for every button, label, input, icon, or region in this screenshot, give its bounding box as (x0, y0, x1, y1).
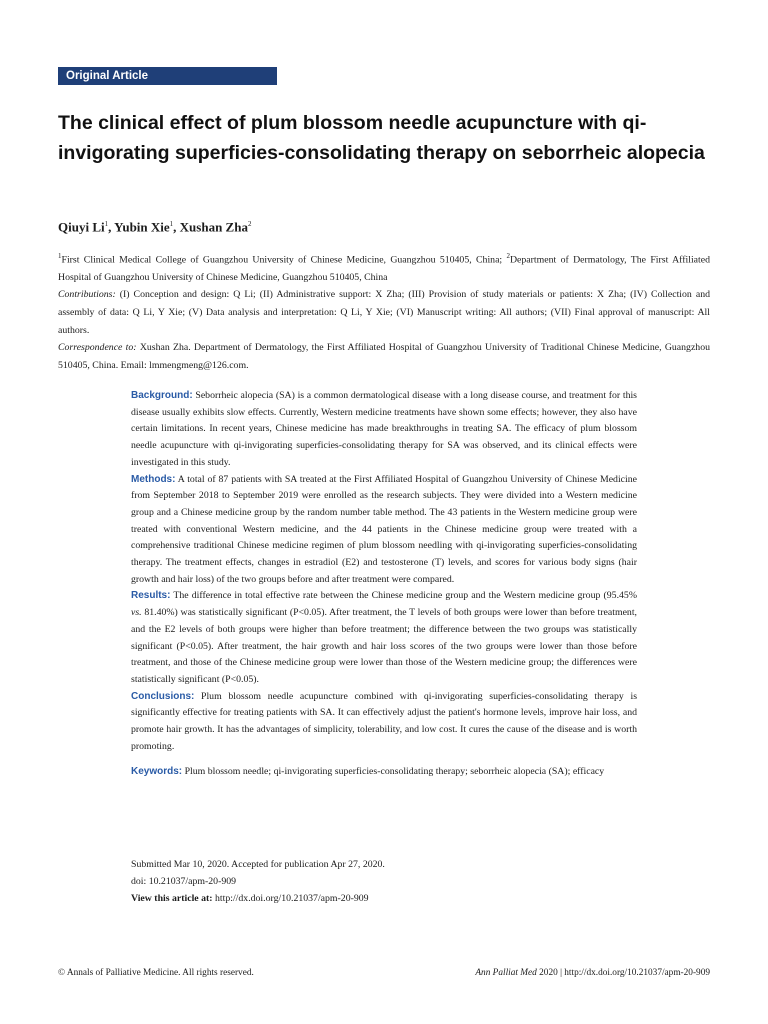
author-affiliation-mark: 1 (104, 220, 109, 228)
submission-dates: Submitted Mar 10, 2020. Accepted for publication Apr 27, 2020. (131, 859, 385, 870)
article-type-badge: Original Article (58, 67, 277, 85)
results-heading: Results: (131, 590, 171, 602)
author-affiliation-mark: 1 (169, 220, 174, 228)
copyright: © Annals of Palliative Medicine. All rights reserved. (58, 968, 254, 978)
article-title: The clinical effect of plum blossom needle acupuncture with qi-invigorating superficies-consolidating therapy on seborrheic alopecia (58, 112, 705, 164)
author-affiliation-mark: 2 (247, 220, 252, 228)
keywords-heading: Keywords: (131, 766, 183, 778)
affiliations: $^1$First Clinical Medical College of Guangzhou University of Chinese Medicine, Guangzhou 510405, China; $^2$Department of Dermatology, The First Affiliated Hospital of Guangzhou University of Chinese Medicine, Guangzhou 510405, China (58, 252, 710, 283)
correspondence-label: Correspondence to: (58, 342, 137, 354)
contributions-label: Contributions: (58, 289, 116, 301)
doi: doi: 10.21037/apm-20-909 (131, 876, 237, 887)
journal-name: Ann Palliat Med (475, 968, 537, 978)
keywords: Keywords: Plum blossom needle; qi-invigorating superficies-consolidating therapy; seborrheic alopecia (SA); efficacy (131, 766, 605, 778)
methods-heading: Methods: (131, 473, 176, 485)
author-name[interactable]: Yubin Xie (114, 219, 170, 235)
article-info (58, 248, 710, 374)
author-list: Qiuyi Li$^1$, Yubin Xie$^1$, Xushan Zha$^2$ (58, 219, 252, 235)
author-name[interactable]: Qiuyi Li (58, 219, 105, 235)
abstract-results: Results: The difference in total effective rate between the Chinese medicine group and the Western medicine group (95.45% vs. 81.40%) was statistically significant (P<0.05). After treatment, the T levels of both groups were lower than before treatment, and the E2 levels of both groups were higher than before treatment; the difference between the two groups was statistically significant (P<0.05). After treatment, the hair growth and hair loss scores of the two groups were lower than those before treatment, and those of the Chinese medicine group were lower than those of the Western medicine group; the differences were statistically significant (P<0.05). (131, 590, 637, 685)
article-link[interactable]: http://dx.doi.org/10.21037/apm-20-909 (214, 893, 369, 904)
correspondence: Correspondence to: Xushan Zha. Department of Dermatology, the First Affiliated Hospital of Guangzhou University of Traditional Chinese Medicine, Guangzhou 510405, China. Email: lmmengmeng@126.com. (58, 342, 710, 371)
abstract-conclusions: Conclusions: Plum blossom needle acupuncture combined with qi-invigorating superficies-consolidating therapy is significantly effective for treating patients with SA. It can effectively adjust the patient's hormone levels, improve hair loss, and promote hair growth. It has the advantages of simplicity, tolerability, and low cost. It cures the cause of the disease and is worth promoting. (131, 690, 638, 752)
abstract-background: Background: Seborrheic alopecia (SA) is a common dermatological disease with a long disease course, and treatment for this disease usually exhibits slow effects. Currently, Western medicine treatments have shown some effects; however, they also have certain limitations. In recent years, Chinese medicine has made breakthroughs in treating SA. The efficacy of plum blossom needle acupuncture with qi-invigorating superficies-consolidating therapy for SA was observed, and its clinical effects were investigated in this study. (131, 390, 637, 468)
view-article-label: View this article at: (131, 893, 213, 904)
abstract-methods: Methods: A total of 87 patients with SA treated at the First Affiliated Hospital of Guangzhou University of Chinese Medicine from September 2018 to September 2019 were enrolled as the research subjects. They were divided into a Western medicine group and a Chinese medicine group by the random number table method. The 43 patients in the Western medicine group were treated with conventional Western medicine, and the 44 patients in the Chinese medicine group were treated with a comprehensive traditional Chinese medicine regimen of plum blossom needling with qi-invigorating superficies-consolidating therapy. The treatment effects, changes in estradiol (E2) and testosterone (T) levels, and scores for various body signs (hair growth and hair loss) of the two groups before and after treatment were compared. (131, 473, 637, 585)
background-heading: Background: (131, 390, 193, 401)
citation-link[interactable]: 2020 | http://dx.doi.org/10.21037/apm-20-909 (536, 968, 710, 978)
article-link-line (131, 890, 637, 907)
conclusions-heading: Conclusions: (131, 690, 195, 702)
publication-meta (131, 856, 637, 907)
author-name[interactable]: Xushan Zha (179, 219, 248, 235)
contributions: Contributions: (I) Conception and design: Q Li; (II) Administrative support: X Zha; (III) Provision of study materials or patients: X Zha; (IV) Collection and assembly of data: Q Li, Y Xie; (V) Data analysis and interpretation: Q Li, Y Xie; (VI) Manuscript writing: All authors; (VII) Final approval of manuscript: All authors. (58, 289, 710, 336)
journal-citation (475, 966, 710, 980)
abstract (131, 388, 637, 781)
